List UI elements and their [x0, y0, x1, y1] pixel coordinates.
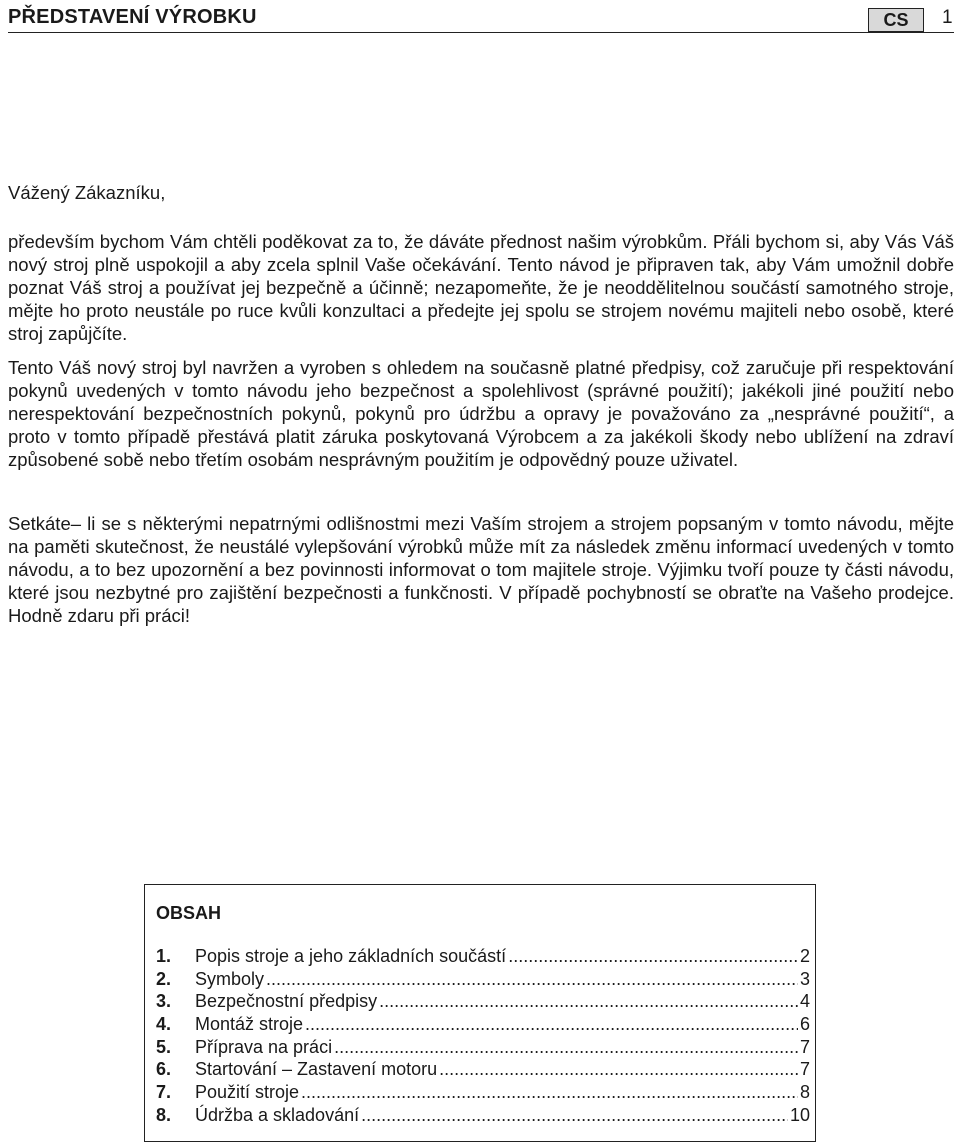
toc-dot-leader — [361, 1105, 788, 1126]
toc-title: OBSAH — [156, 903, 222, 923]
toc-item-label: Bezpečnostní předpisy — [195, 991, 378, 1012]
toc-item-number: 5. — [156, 1036, 172, 1057]
toc-item-page: 4 — [799, 991, 810, 1012]
section-title: PŘEDSTAVENÍ VÝROBKU — [8, 6, 257, 28]
toc-item[interactable] — [156, 1105, 810, 1128]
toc-dot-leader — [301, 1082, 798, 1103]
toc-dot-leader — [334, 1037, 798, 1058]
toc-item-page: 10 — [789, 1104, 810, 1125]
toc-item[interactable] — [156, 969, 810, 992]
toc-item-number: 3. — [156, 991, 172, 1012]
greeting: Vážený Zákazníku, — [8, 182, 166, 203]
toc-item-page: 7 — [799, 1059, 810, 1080]
toc-dot-leader — [439, 1059, 798, 1080]
page-number: 1 — [942, 7, 953, 28]
language-badge: CS — [868, 8, 924, 32]
differences-paragraph: Setkáte– li se s některými nepatrnými odlišnostmi mezi Vaším strojem a strojem popsaným v tomto návodu, mějte na paměti skutečnost, že neustálé vylepšování výrobků může mít za následek změnu informací uvedených v tomto návodu, a to bez upozornění a bez povinnosti informovat o tom majitele stroje. Výjimku tvoří pouze ty části návodu, které jsou nezbytné pro zajištění bezpečnosti a funkčnosti. V případě pochybností se obraťte na Vašeho prodejce. Hodně zdaru při práci! — [8, 513, 954, 626]
toc-dot-leader — [305, 1014, 798, 1035]
page-header — [8, 2, 952, 32]
toc-list — [156, 946, 810, 1128]
toc-item-number: 7. — [156, 1082, 172, 1103]
toc-item-number: 4. — [156, 1014, 172, 1035]
toc-item[interactable] — [156, 946, 810, 969]
toc-item-page: 6 — [799, 1014, 810, 1035]
toc-item-page: 8 — [799, 1082, 810, 1103]
toc-item[interactable] — [156, 991, 810, 1014]
toc-item-number: 1. — [156, 946, 172, 966]
toc-item-label: Popis stroje a jeho základních součástí — [195, 946, 507, 966]
toc-item-page: 7 — [799, 1036, 810, 1057]
toc-item-label: Použití stroje — [195, 1082, 300, 1103]
toc-item-label: Symboly — [195, 968, 265, 989]
toc-item[interactable] — [156, 1059, 810, 1082]
header-divider — [8, 32, 954, 33]
toc-dot-leader — [379, 991, 798, 1012]
table-of-contents — [144, 884, 816, 1142]
intro-paragraph: především bychom Vám chtěli poděkovat za to, že dáváte přednost našim výrobkům. Přáli bychom si, aby Vás Váš nový stroj plně uspokojil a aby zcela splnil Vaše očekávání. Tento návod je připraven tak, aby Vám umožnil dobře poznat Váš stroj a používat jej bezpečně a účinně; nezapomeňte, že je neoddělitelnou součástí samotného stroje, mějte ho proto neustále po ruce kvůli konzultaci a předejte jej spolu se strojem novému majiteli nebo osobě, které stroj zapůjčíte. — [8, 231, 954, 344]
toc-item-label: Montáž stroje — [195, 1014, 304, 1035]
toc-item-page: 2 — [799, 946, 810, 966]
toc-item[interactable] — [156, 1082, 810, 1105]
toc-item-number: 8. — [156, 1104, 172, 1125]
toc-dot-leader — [508, 946, 798, 967]
toc-item-label: Příprava na práci — [195, 1036, 333, 1057]
toc-item-number: 2. — [156, 968, 172, 989]
toc-item-label: Údržba a skladování — [195, 1104, 360, 1125]
safety-paragraph: Tento Váš nový stroj byl navržen a vyroben s ohledem na současně platné předpisy, což zaručuje při respektování pokynů uvedených v tomto návodu jeho bezpečnost a spolehlivost (správné použití); jakékoli jiné použití nebo nerespektování bezpečnostních pokynů, pokynů pro údržbu a opravy je považováno za „nesprávné použití“, a proto v tomto případě přestává platit záruka poskytovaná Výrobcem a za jakékoli škody nebo ublížení na zdraví způsobené sobě nebo třetím osobám nesprávným použitím je odpovědný pouze uživatel. — [8, 357, 954, 470]
toc-item[interactable] — [156, 1037, 810, 1060]
toc-item-number: 6. — [156, 1059, 172, 1080]
toc-item-page: 3 — [799, 968, 810, 989]
toc-item-label: Startování – Zastavení motoru — [195, 1059, 438, 1080]
toc-item[interactable] — [156, 1014, 810, 1037]
toc-dot-leader — [266, 969, 798, 990]
